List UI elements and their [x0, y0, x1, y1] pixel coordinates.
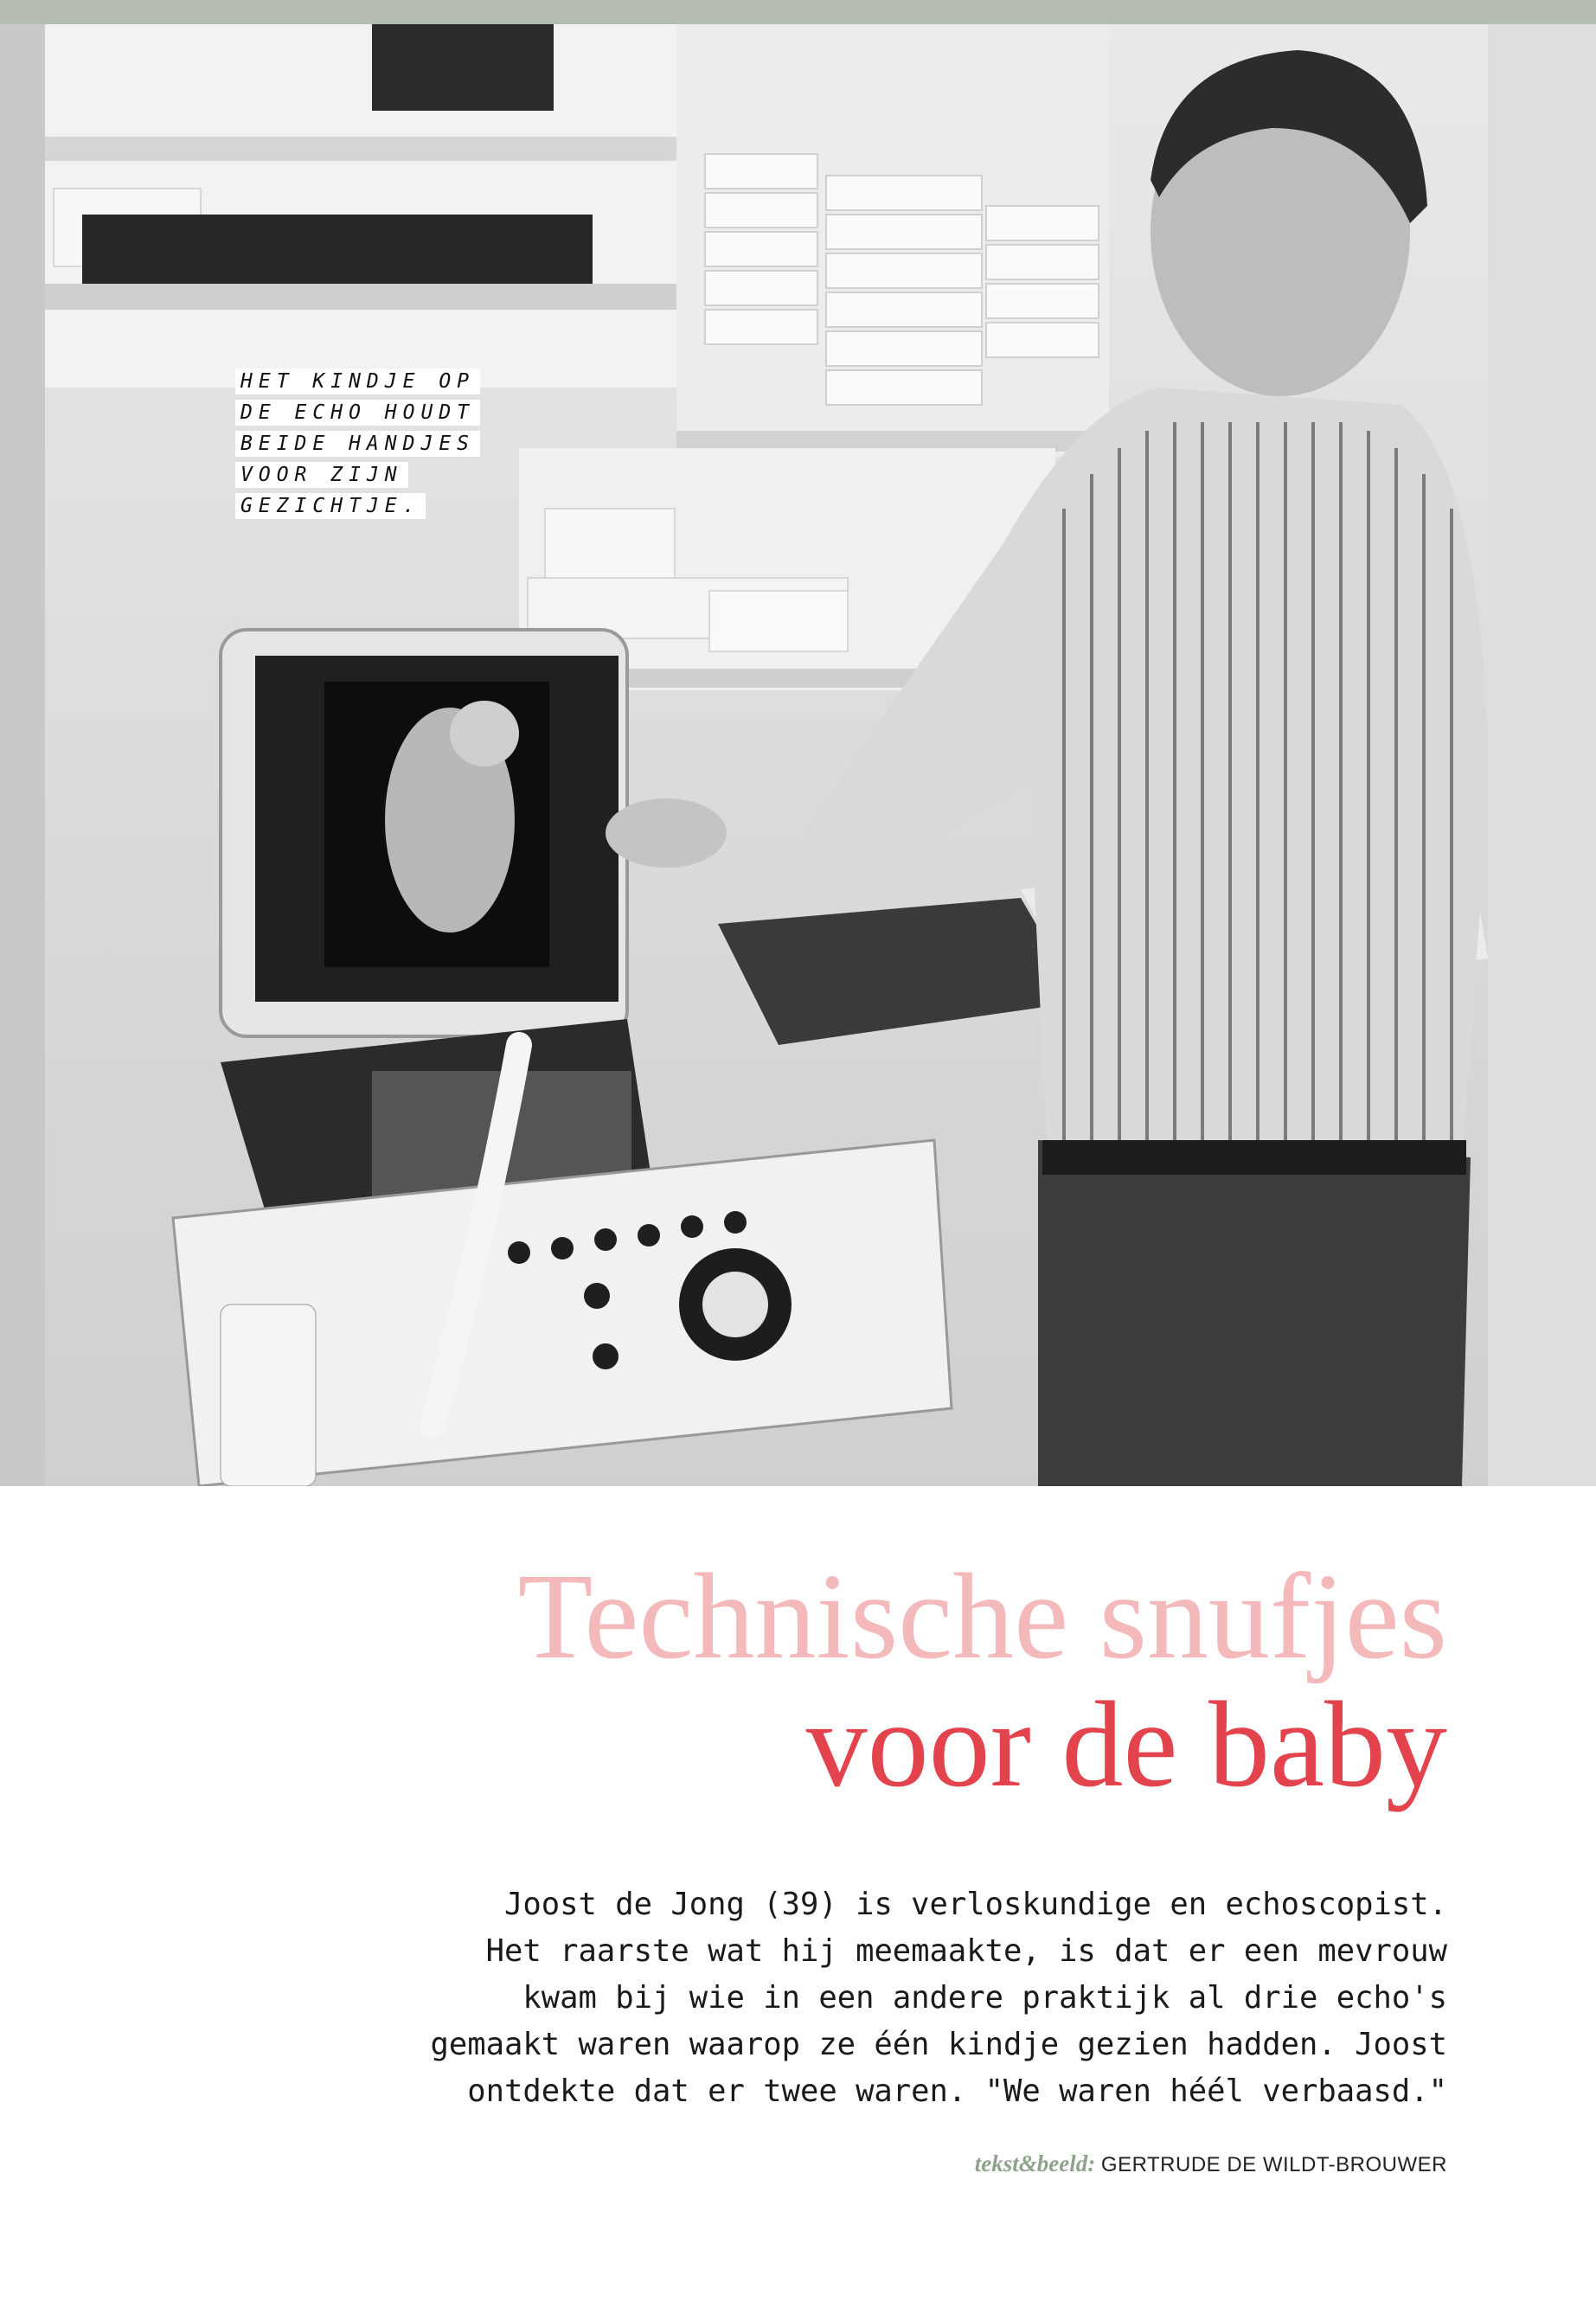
av-receiver [82, 215, 593, 284]
credit-label: tekst&beeld: [974, 2150, 1096, 2176]
supply-box-3 [709, 591, 848, 651]
top-color-band [0, 0, 1596, 24]
photo-illustration [0, 24, 1596, 1486]
lead-line: Het raarste wat hij meemaakte, is dat er een mevrouw [485, 1933, 1447, 1969]
trackball [702, 1272, 768, 1337]
fetus-head [450, 701, 519, 766]
caption-line: VOOR ZIJN [235, 462, 408, 488]
shelf-1 [45, 137, 676, 161]
article-title [517, 1548, 1447, 1812]
lead-line: Joost de Jong (39) is verloskundige en echoscopist. [503, 1887, 1447, 1922]
right-wall [1488, 24, 1596, 1486]
man-hand [606, 798, 727, 868]
credit-name: GERTRUDE DE WILDT-BROUWER [1100, 2153, 1447, 2176]
caption-line: DE ECHO HOUDT [235, 400, 480, 426]
lead-line: gemaakt waren waarop ze één kindje gezien hadden. Joost [430, 2027, 1447, 2062]
title-line-1: Technische snufjes [517, 1548, 1447, 1684]
cabinet-frame-left [0, 24, 45, 1486]
shelf-2 [45, 284, 676, 310]
article-lead [98, 1881, 1447, 2115]
photo-caption [235, 369, 480, 519]
shelf-speaker [372, 24, 554, 111]
man-belt [1042, 1140, 1466, 1175]
caption-line: BEIDE HANDJES [235, 431, 480, 457]
lead-line: ontdekte dat er twee waren. "We waren héél verbaasd." [467, 2073, 1447, 2109]
caption-line: HET KINDJE OP [235, 369, 480, 394]
caption-line: GEZICHTJE. [235, 493, 426, 519]
lead-line: kwam bij wie in een andere praktijk al drie echo's [522, 1980, 1447, 2016]
author-credit [975, 2150, 1447, 2177]
exam-table [718, 898, 1081, 1045]
title-line-2: voor de baby [805, 1675, 1447, 1812]
article-photo [0, 24, 1596, 1486]
man-jeans [1038, 1140, 1471, 1486]
gel-bottle [221, 1304, 316, 1486]
